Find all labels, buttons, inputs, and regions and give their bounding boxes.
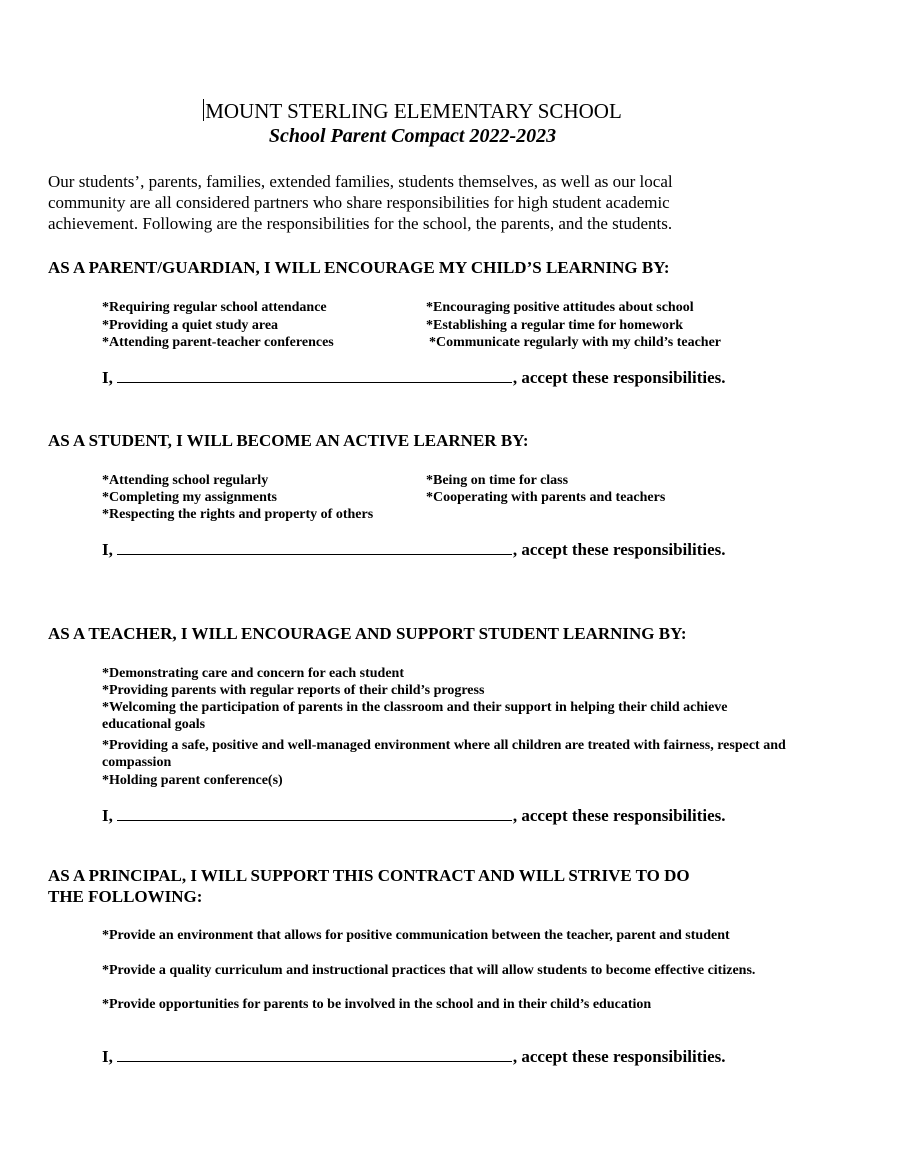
signature-suffix: , accept these responsibilities.: [512, 368, 726, 387]
teacher-heading: AS A TEACHER, I WILL ENCOURAGE AND SUPPORT STUDENT LEARNING BY:: [48, 624, 687, 643]
teacher-item: *Demonstrating care and concern for each student: [102, 666, 405, 681]
parent-item: *Providing a quiet study area: [102, 318, 279, 333]
teacher-item: *Providing a safe, positive and well-managed environment where all children are treated with fairness, respect and compassion: [102, 738, 786, 770]
student-item: *Attending school regularly: [102, 473, 269, 488]
student-item: *Cooperating with parents and teachers: [426, 490, 666, 505]
parent-signature-blank[interactable]: [117, 368, 512, 383]
parent-item: *Communicate regularly with my child’s teacher: [429, 335, 722, 350]
principal-item: *Provide an environment that allows for positive communication between the teacher, parent and student: [102, 928, 730, 943]
student-heading: AS A STUDENT, I WILL BECOME AN ACTIVE LEARNER BY:: [48, 431, 529, 450]
parent-signature-line: [102, 367, 726, 389]
signature-prefix: I,: [102, 806, 113, 825]
teacher-item: *Holding parent conference(s): [102, 773, 283, 788]
intro-paragraph: Our students’, parents, families, extended families, students themselves, as well as our local community are all considered partners who share responsibilities for high student academic achievement. Following are the responsibilities for the school, the parents, and the students.: [48, 172, 673, 233]
student-item: *Completing my assignments: [102, 490, 278, 505]
principal-signature-line: [102, 1046, 726, 1068]
signature-suffix: , accept these responsibilities.: [512, 540, 726, 559]
signature-prefix: I,: [102, 540, 113, 559]
parent-heading: AS A PARENT/GUARDIAN, I WILL ENCOURAGE MY CHILD’S LEARNING BY:: [48, 258, 670, 277]
student-item: *Respecting the rights and property of others: [102, 507, 374, 522]
signature-suffix: , accept these responsibilities.: [512, 1047, 726, 1066]
principal-item: *Provide opportunities for parents to be involved in the school and in their child’s education: [102, 997, 652, 1012]
school-name-text: MOUNT STERLING ELEMENTARY SCHOOL: [205, 99, 622, 123]
compact-title: School Parent Compact 2022-2023: [268, 125, 557, 147]
parent-item: *Attending parent-teacher conferences: [102, 335, 334, 350]
principal-item: *Provide a quality curriculum and instructional practices that will allow students to become effective citizens.: [102, 963, 756, 978]
student-signature-blank[interactable]: [117, 540, 512, 555]
teacher-item: *Welcoming the participation of parents in the classroom and their support in helping their child achieve educational goals: [102, 700, 728, 732]
parent-item: *Establishing a regular time for homework: [426, 318, 684, 333]
principal-signature-blank[interactable]: [117, 1047, 512, 1062]
principal-heading: AS A PRINCIPAL, I WILL SUPPORT THIS CONTRACT AND WILL STRIVE TO DO: [48, 866, 690, 885]
teacher-signature-blank[interactable]: [117, 806, 512, 821]
student-item: *Being on time for class: [426, 473, 569, 488]
teacher-item: *Providing parents with regular reports of their child’s progress: [102, 683, 485, 698]
student-signature-line: [102, 539, 726, 561]
signature-prefix: I,: [102, 368, 113, 387]
parent-item: *Requiring regular school attendance: [102, 300, 327, 315]
signature-suffix: , accept these responsibilities.: [512, 806, 726, 825]
parent-item: *Encouraging positive attitudes about school: [426, 300, 694, 315]
signature-prefix: I,: [102, 1047, 113, 1066]
teacher-signature-line: [102, 805, 726, 827]
principal-heading-cont: THE FOLLOWING:: [48, 887, 203, 906]
school-name: [0, 98, 825, 124]
